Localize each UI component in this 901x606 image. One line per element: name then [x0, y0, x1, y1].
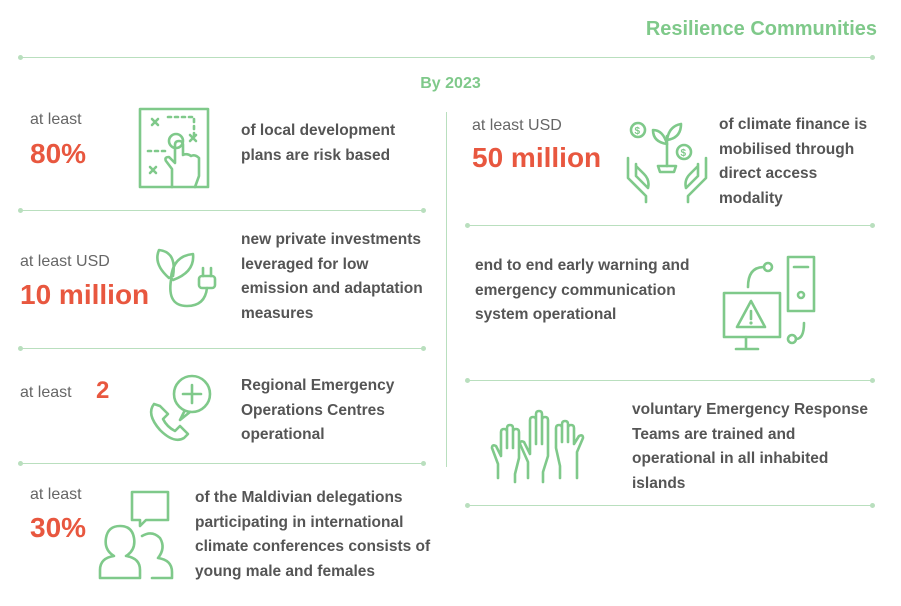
target-value: 10 million — [20, 279, 150, 310]
target-value: 30% — [30, 512, 87, 543]
row-divider — [467, 225, 873, 226]
target-prefix: at least — [30, 486, 82, 503]
row-divider — [467, 380, 873, 381]
leaf-plug-icon — [153, 248, 225, 310]
row-divider — [20, 463, 424, 464]
target-prefix: at least USD — [472, 117, 562, 134]
target-description: new private investments leveraged for low emission and adaptation measures — [241, 231, 423, 322]
target-prefix: at least — [20, 384, 72, 401]
raised-hands-icon — [490, 408, 586, 480]
target-value: 80% — [30, 138, 87, 169]
emergency-call-icon — [146, 372, 216, 442]
target-prefix: at least USD — [20, 253, 110, 270]
header-divider — [20, 57, 873, 58]
plan-touch-icon — [138, 107, 210, 189]
svg-text:$: $ — [680, 148, 687, 159]
target-value: 50 million — [472, 142, 602, 173]
target-prefix: at least — [30, 111, 82, 128]
people-speech-icon — [98, 490, 176, 582]
target-value: 2 — [96, 377, 110, 404]
target-description: of local development plans are risk based — [241, 122, 396, 164]
row-divider — [20, 348, 424, 349]
target-description: of climate finance is mobilised through direct access modality — [719, 116, 868, 207]
column-divider — [446, 112, 447, 467]
row-divider — [467, 505, 873, 506]
svg-text:$: $ — [634, 126, 641, 137]
warning-computer-icon — [722, 255, 818, 355]
target-description: voluntary Emergency Response Teams are trained and operational in all inhabited islands — [632, 401, 869, 492]
row-divider — [20, 210, 424, 211]
page-title: Resilience Communities — [645, 18, 877, 40]
target-description: of the Maldivian delegations participating in international climate conferences consists of young male and females — [195, 489, 431, 580]
target-description: end to end early warning and emergency communication system operational — [475, 257, 690, 323]
hands-plant-money-icon — [626, 118, 708, 202]
target-description: Regional Emergency Operations Centres operational — [241, 377, 395, 443]
section-subtitle: By 2023 — [420, 75, 481, 92]
